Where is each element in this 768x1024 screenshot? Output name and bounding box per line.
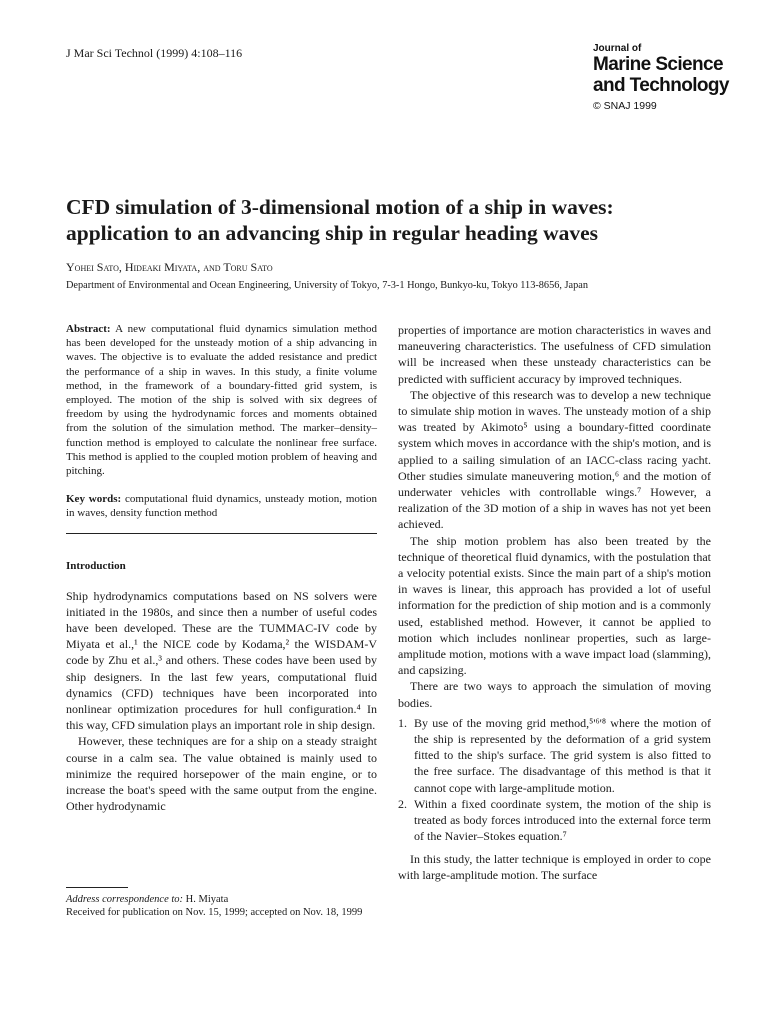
footnote-divider [66,887,128,888]
section-heading-introduction: Introduction [66,559,126,572]
abstract [66,322,377,478]
paragraph: Ship hydrodynamics computations based on NS solvers were initiated in the 1980s, and since then a number of useful codes have been developed. These are the TUMMAC-IV code by Miyata et al.,¹ the NICE code by Kodama,² the WISDAM-V code by Zhu et al.,³ and others. These codes have been used by ship designers. In the last few years, computational fluid dynamics (CFD) techniques have been incorporated into nonlinear optimization procedures for hull configuration.⁴ In this way, CFD simulation plays an important role in ship design. [66,588,377,733]
journal-logo-small: Journal of [593,43,642,54]
keywords-label: Key words: [66,493,122,506]
paragraph: There are two ways to approach the simulation of moving bodies. [398,679,711,710]
left-column [66,322,377,814]
journal-logo-line1: Marine Science [593,54,723,75]
keywords-text: computational fluid dynamics, unsteady motion, motion in waves, density function method [66,493,377,520]
paragraph: In this study, the latter technique is employed in order to cope with large-amplitude motion. The surface [398,851,711,882]
journal-logo [593,43,729,112]
abstract-label: Abstract: [66,323,111,335]
paper-title [66,194,726,246]
authors: Yohei Sato, Hideaki Miyata, and Toru Sato [66,260,273,274]
abstract-text: A new computational fluid dynamics simulation method has been developed for the unsteady motion of a ship advancing in waves. The objective is to evaluate the added resistance and predict the performance of a ship in waves. In this study, a finite volume method, in the framework of a boundary-fitted grid system, is employed. The motion of the ship is solved with six degrees of freedom by using the hydrodynamic forces and moments obtained from the solution of the simulation method. The marker–density–function method is employed to calculate the nonlinear free surface. This method is applied to the coupled motion problem of heaving and pitching. [66,323,377,478]
abstract-divider [66,533,377,534]
list-item [398,715,711,796]
received-note: Received for publication on Nov. 15, 1999; accepted on Nov. 18, 1999 [66,906,363,918]
journal-logo-line2: and Technology [593,75,729,96]
list-item-text: By use of the moving grid method,⁵'⁶'⁸ where the motion of the ship is represented by the deformation of a grid system fitted to the ship's surface. The grid system is also fitted to the free surface. The disadvantage of this method is that it cannot cope with large-amplitude motion. [414,715,711,795]
paragraph: properties of importance are motion characteristics in waves and maneuvering characteristics. The usefulness of CFD simulation will be increased when these unsteady characteristics can be predicted with sufficient accuracy by improved techniques. [398,323,711,386]
title-line-1: CFD simulation of 3-dimensional motion of a ship in waves: [66,195,614,219]
footnote [66,887,377,919]
list-item [398,796,711,845]
correspondence [66,894,377,907]
list-number: 2. [398,796,407,811]
correspondence-name: H. Miyata [183,894,229,905]
keywords [66,492,377,520]
paragraph: The ship motion problem has also been treated by the technique of theoretical fluid dynamics, with the postulation that a velocity potential exists. Since the main part of a ship's motion in waves is linear, this approach has provided a lot of useful information for the prediction of ship motion and is a commonly used, established method. However, it cannot be applied to motion which includes nonlinear properties, such as large-amplitude motion, motions with a wave impact load (slamming), and capsizing. [398,533,711,678]
list-number: 1. [398,715,407,730]
list-item-text: Within a fixed coordinate system, the motion of the ship is treated as body forces introduced into the external force term of the Navier–Stokes equation.⁷ [414,796,711,844]
numbered-list [398,715,711,845]
right-column [398,322,711,883]
title-line-2: application to an advancing ship in regular heading waves [66,221,599,245]
paragraph: However, these techniques are for a ship on a steady straight course in a calm sea. The value obtained is mainly used to minimize the required horsepower of the main engine, or to increase the boat's speed with the same output from the engine. Other hydrodynamic [66,734,377,814]
journal-citation: J Mar Sci Technol (1999) 4:108–116 [66,46,243,60]
paragraph: The objective of this research was to develop a new technique to simulate ship motion in waves. The unsteady motion of a ship was treated by Akimoto⁵ using a boundary-fitted coordinate system which moves in accordance with the ship's motion, and is applied to a sailing simulation of an IACC-class racing yacht. Other studies simulate maneuvering motion,⁶ and the motion of underwater vehicles with controllable wings.⁷ However, a realization of the 3D motion of a ship in waves has not yet been achieved. [398,387,711,532]
affiliation: Department of Environmental and Ocean Engineering, University of Tokyo, 7-3-1 Hongo, Bunkyo-ku, Tokyo 113-8656, Japan [66,280,588,291]
copyright: © SNAJ 1999 [593,100,657,112]
correspondence-label: Address correspondence to: [66,894,184,905]
